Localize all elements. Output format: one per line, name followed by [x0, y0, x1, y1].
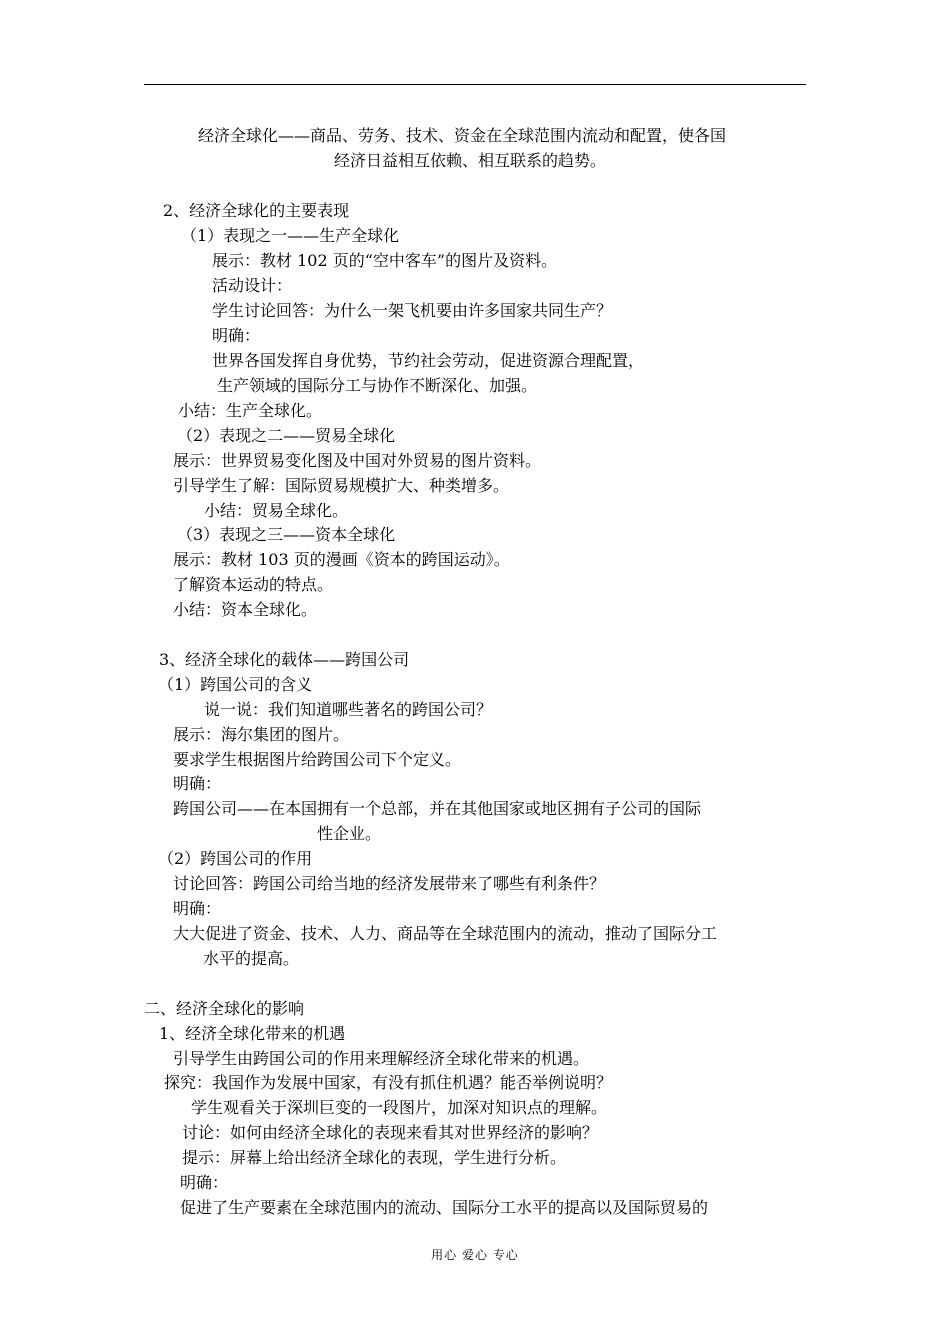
p3-show: 展示：教材 103 页的漫画《资本的跨国运动》。 [173, 550, 510, 569]
p2-guide: 引导学生了解：国际贸易规模扩大、种类增多。 [173, 476, 510, 495]
intro-line-2: 经济日益相互依赖、相互联系的趋势。 [334, 151, 607, 170]
intro-line-1: 经济全球化——商品、劳务、技术、资金在全球范围内流动和配置，使各国 [198, 126, 727, 145]
q2-discuss: 讨论回答：跨国公司给当地的经济发展带来了哪些有利条件？ [173, 874, 606, 893]
s1-answer-1: 促进了生产要素在全球范围内的流动、国际分工水平的提高以及国际贸易的 [180, 1198, 709, 1217]
p1-discuss: 学生讨论回答：为什么一架飞机要由许多国家共同生产？ [212, 301, 613, 320]
q1-title: （1）跨国公司的含义 [158, 675, 313, 694]
q2-answer-2: 水平的提高。 [203, 949, 300, 968]
p2-title: （2）表现之二——贸易全球化 [177, 426, 396, 445]
section-3-heading: 3、经济全球化的载体——跨国公司 [159, 650, 410, 669]
q2-title: （2）跨国公司的作用 [158, 849, 313, 868]
q1-clear: 明确： [173, 774, 222, 793]
s1-clear: 明确： [180, 1173, 229, 1192]
q2-answer-1: 大大促进了资金、技术、人力、商品等在全球范围内的流动，推动了国际分工 [173, 924, 718, 943]
q1-say: 说一说：我们知道哪些著名的跨国公司？ [204, 700, 493, 719]
p1-activity: 活动设计： [212, 276, 293, 295]
q2-clear: 明确： [173, 899, 222, 918]
s1-watch: 学生观看关于深圳巨变的一段图片，加深对知识点的理解。 [191, 1098, 608, 1117]
p1-answer-2: 生产领域的国际分工与协作不断深化、加强。 [217, 376, 538, 395]
p1-answer-1: 世界各国发挥自身优势，节约社会劳动，促进资源合理配置， [212, 351, 645, 370]
s1-hint: 提示：屏幕上给出经济全球化的表现，学生进行分析。 [182, 1148, 567, 1167]
s1-title: 1、经济全球化带来的机遇 [159, 1024, 346, 1043]
p1-show: 展示：教材 102 页的“空中客车”的图片及资料。 [212, 251, 558, 270]
part-2-heading: 二、经济全球化的影响 [144, 999, 305, 1018]
q1-require: 要求学生根据图片给跨国公司下个定义。 [173, 750, 462, 769]
p2-summary: 小结：贸易全球化。 [204, 501, 349, 520]
p1-title: （1）表现之一——生产全球化 [181, 226, 400, 245]
p1-summary: 小结：生产全球化。 [178, 401, 323, 420]
p3-learn: 了解资本运动的特点。 [173, 575, 334, 594]
page-footer: 用心 爱心 专心 [431, 1248, 519, 1262]
p1-clear: 明确： [212, 326, 261, 345]
q1-definition-2: 性企业。 [317, 824, 382, 843]
p3-title: （3）表现之三——资本全球化 [177, 525, 396, 544]
q1-definition-1: 跨国公司——在本国拥有一个总部，并在其他国家或地区拥有子公司的国际 [173, 799, 702, 818]
header-rule [144, 84, 806, 85]
s1-discuss: 讨论：如何由经济全球化的表现来看其对世界经济的影响？ [182, 1123, 599, 1142]
q1-show: 展示：海尔集团的图片。 [173, 725, 350, 744]
p3-summary: 小结：资本全球化。 [173, 600, 318, 619]
section-2-heading: 2、经济全球化的主要表现 [163, 201, 350, 220]
s1-explore: 探究：我国作为发展中国家，有没有抓住机遇？能否举例说明？ [164, 1073, 613, 1092]
p2-show: 展示：世界贸易变化图及中国对外贸易的图片资料。 [173, 451, 542, 470]
s1-guide: 引导学生由跨国公司的作用来理解经济全球化带来的机遇。 [173, 1049, 590, 1068]
